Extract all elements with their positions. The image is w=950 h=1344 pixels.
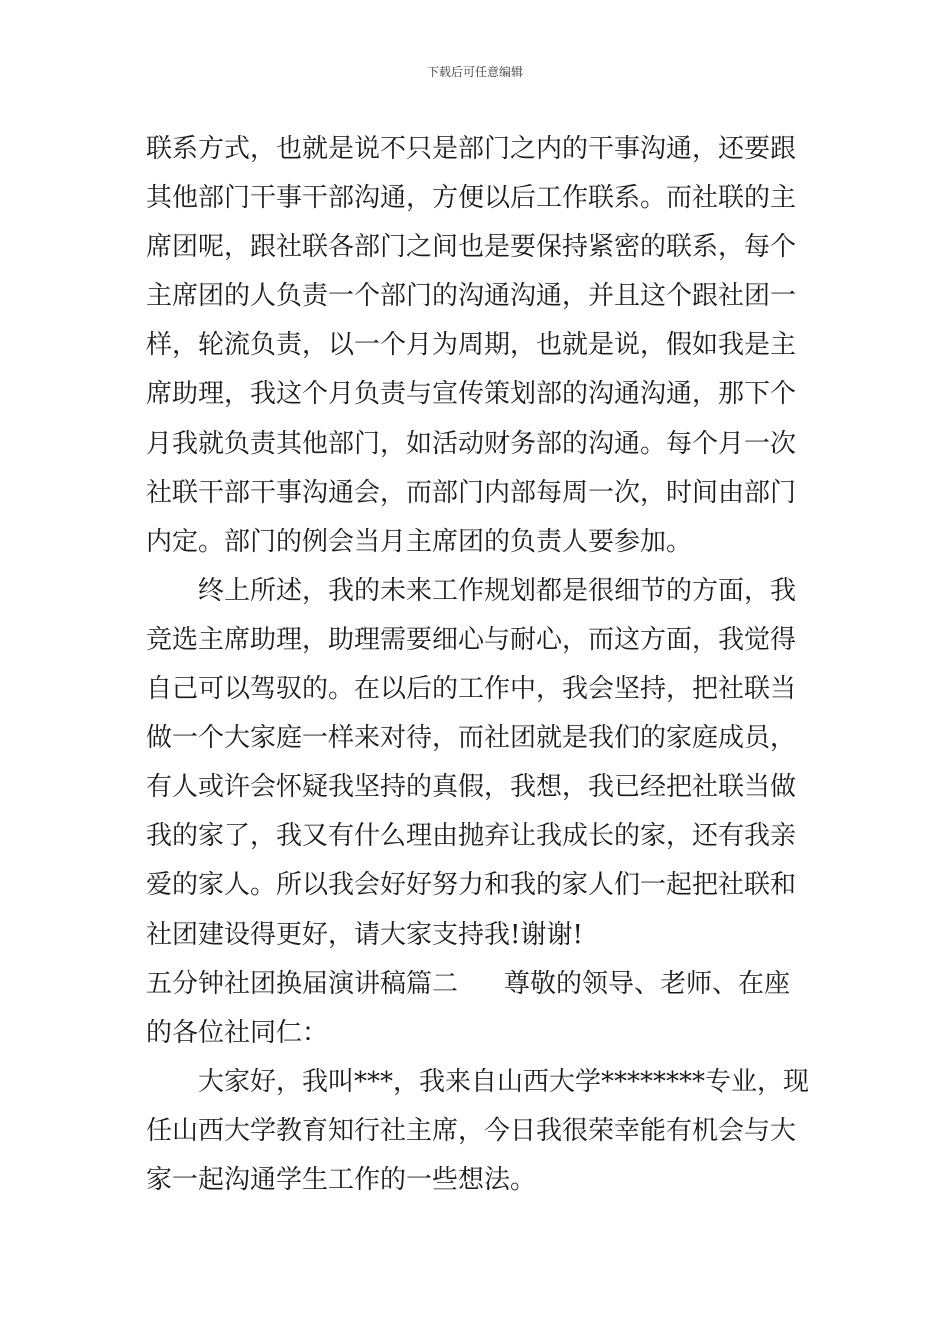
paragraph-start-line: 大家好，我叫***，我来自山西大学********专业，现	[198, 1066, 810, 1097]
text-line: 做一个大家庭一样来对待，而社团就是我们的家庭成员，	[146, 723, 797, 754]
section-heading-line	[146, 960, 810, 1009]
paragraph-start-line: 终上所述，我的未来工作规划都是很细节的方面，我	[198, 575, 797, 606]
document-body	[146, 125, 810, 1205]
text-line: 联系方式，也就是说不只是部门之内的干事沟通，还要跟	[146, 134, 797, 164]
text-line: 社联干部干事沟通会，而部门内部每周一次，时间由部门	[146, 477, 797, 508]
text-line: 其他部门干事干部沟通，方便以后工作联系。而社联的主	[146, 183, 797, 214]
text-line: 的各位社同仁：	[146, 1017, 329, 1048]
text-line: 有人或许会怀疑我坚持的真假，我想，我已经把社联当做	[146, 772, 797, 803]
text-line: 爱的家人。所以我会好好努力和我的家人们一起把社联和	[146, 870, 797, 901]
text-line: 家一起沟通学生工作的一些想法。	[146, 1164, 537, 1195]
text-line: 我的家了，我又有什么理由抛弃让我成长的家，还有我亲	[146, 821, 797, 852]
text-line: 月我就负责其他部门，如活动财务部的沟通。每个月一次	[146, 428, 797, 459]
page-header: 下载后可任意编辑	[426, 65, 523, 79]
text-line: 席助理，我这个月负责与宣传策划部的沟通沟通，那下个	[146, 379, 797, 410]
text-line: 自己可以驾驭的。在以后的工作中，我会坚持，把社联当	[146, 674, 797, 705]
text-line: 社团建设得更好，请大家支持我!谢谢!	[146, 919, 583, 950]
salutation-start: 尊敬的领导、老师、在座	[504, 968, 791, 999]
text-line: 竞选主席助理，助理需要细心与耐心，而这方面，我觉得	[146, 624, 797, 655]
text-line: 内定。部门的例会当月主席团的负责人要参加。	[146, 526, 693, 557]
section-heading: 五分钟社团换届演讲稿篇二	[146, 968, 459, 999]
text-line: 任山西大学教育知行社主席，今日我很荣幸能有机会与大	[146, 1115, 797, 1146]
text-line: 样，轮流负责，以一个月为周期，也就是说，假如我是主	[146, 330, 797, 361]
text-line: 主席团的人负责一个部门的沟通沟通，并且这个跟社团一	[146, 281, 797, 312]
text-line: 席团呢，跟社联各部门之间也是要保持紧密的联系，每个	[146, 232, 797, 263]
